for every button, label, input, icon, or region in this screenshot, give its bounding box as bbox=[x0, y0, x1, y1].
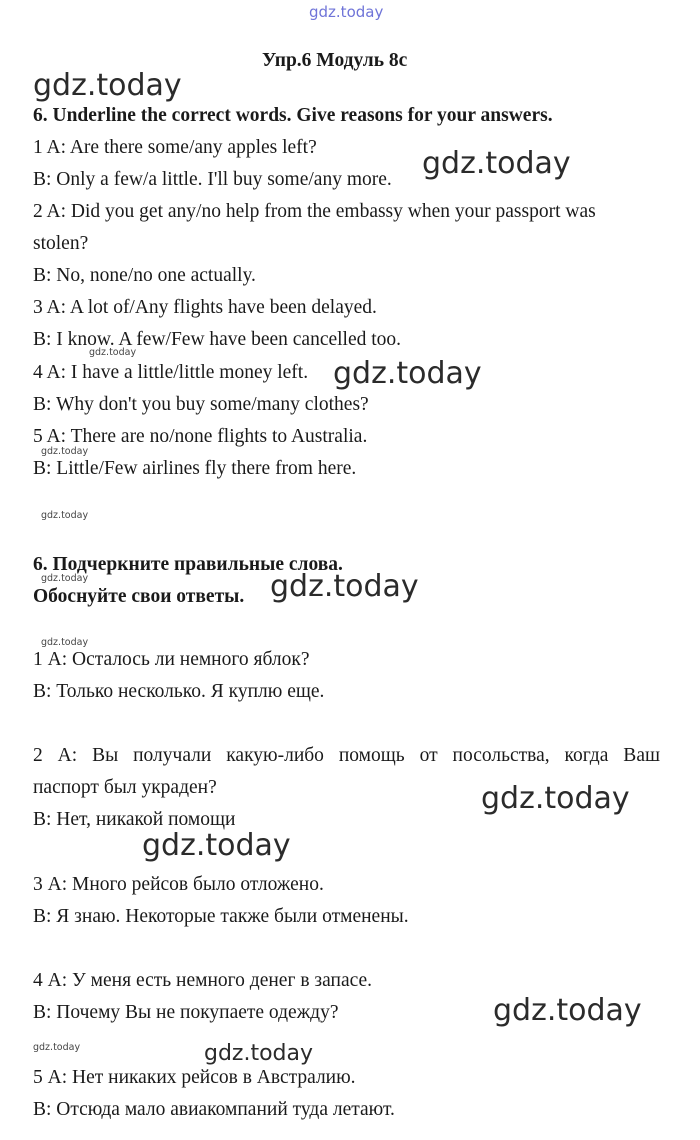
russian-line: паспорт был украден? bbox=[33, 777, 217, 798]
watermark-small: gdz.today bbox=[41, 510, 89, 521]
watermark: gdz.today bbox=[481, 781, 630, 816]
watermark-top: gdz.today bbox=[309, 3, 384, 21]
english-line: B: I know. A few/Few have been cancelled too. bbox=[33, 329, 402, 350]
english-line: B: No, none/no one actually. bbox=[33, 265, 256, 286]
russian-line: 2 А: Вы получали какую-либо помощь от посольства, когда Ваш bbox=[33, 745, 660, 766]
watermark: gdz.today bbox=[333, 356, 482, 391]
watermark: gdz.today bbox=[142, 828, 291, 863]
watermark: gdz.today bbox=[493, 993, 642, 1028]
english-line: B: Why don't you buy some/many clothes? bbox=[33, 394, 369, 415]
russian-line: В: Нет, никакой помощи bbox=[33, 809, 236, 830]
english-line: 3 A: A lot of/Any flights have been delayed. bbox=[33, 297, 377, 318]
watermark: gdz.today bbox=[204, 1041, 314, 1066]
russian-instruction: 6. Подчеркните правильные слова. bbox=[33, 554, 343, 575]
english-line: stolen? bbox=[33, 233, 89, 254]
watermark-small: gdz.today bbox=[41, 637, 89, 648]
watermark-small: gdz.today bbox=[41, 573, 89, 584]
english-line: B: Little/Few airlines fly there from here. bbox=[33, 458, 357, 479]
watermark: gdz.today bbox=[270, 569, 419, 604]
russian-line: В: Отсюда мало авиакомпаний туда летают. bbox=[33, 1099, 395, 1120]
russian-line: В: Я знаю. Некоторые также были отменены. bbox=[33, 906, 409, 927]
page-title: Упр.6 Модуль 8с bbox=[262, 50, 408, 71]
watermark-small: gdz.today bbox=[89, 347, 137, 358]
english-line: 4 A: I have a little/little money left. bbox=[33, 362, 309, 383]
english-instruction: 6. Underline the correct words. Give reasons for your answers. bbox=[33, 105, 553, 126]
russian-line: 5 А: Нет никаких рейсов в Австралию. bbox=[33, 1067, 356, 1088]
russian-line: В: Только несколько. Я куплю еще. bbox=[33, 681, 325, 702]
russian-line: 3 А: Много рейсов было отложено. bbox=[33, 874, 324, 895]
english-line: B: Only a few/a little. I'll buy some/any more. bbox=[33, 169, 392, 190]
english-line: 1 A: Are there some/any apples left? bbox=[33, 137, 317, 158]
russian-instruction: Обоснуйте свои ответы. bbox=[33, 586, 245, 607]
english-line: 5 A: There are no/none flights to Australia. bbox=[33, 426, 368, 447]
english-line: 2 A: Did you get any/no help from the embassy when your passport was bbox=[33, 201, 596, 222]
watermark-small: gdz.today bbox=[41, 446, 89, 457]
russian-line: 1 А: Осталось ли немного яблок? bbox=[33, 649, 310, 670]
russian-line: В: Почему Вы не покупаете одежду? bbox=[33, 1002, 339, 1023]
watermark: gdz.today bbox=[33, 68, 182, 103]
watermark-small: gdz.today bbox=[33, 1042, 81, 1053]
russian-line: 4 А: У меня есть немного денег в запасе. bbox=[33, 970, 373, 991]
watermark: gdz.today bbox=[422, 146, 571, 181]
